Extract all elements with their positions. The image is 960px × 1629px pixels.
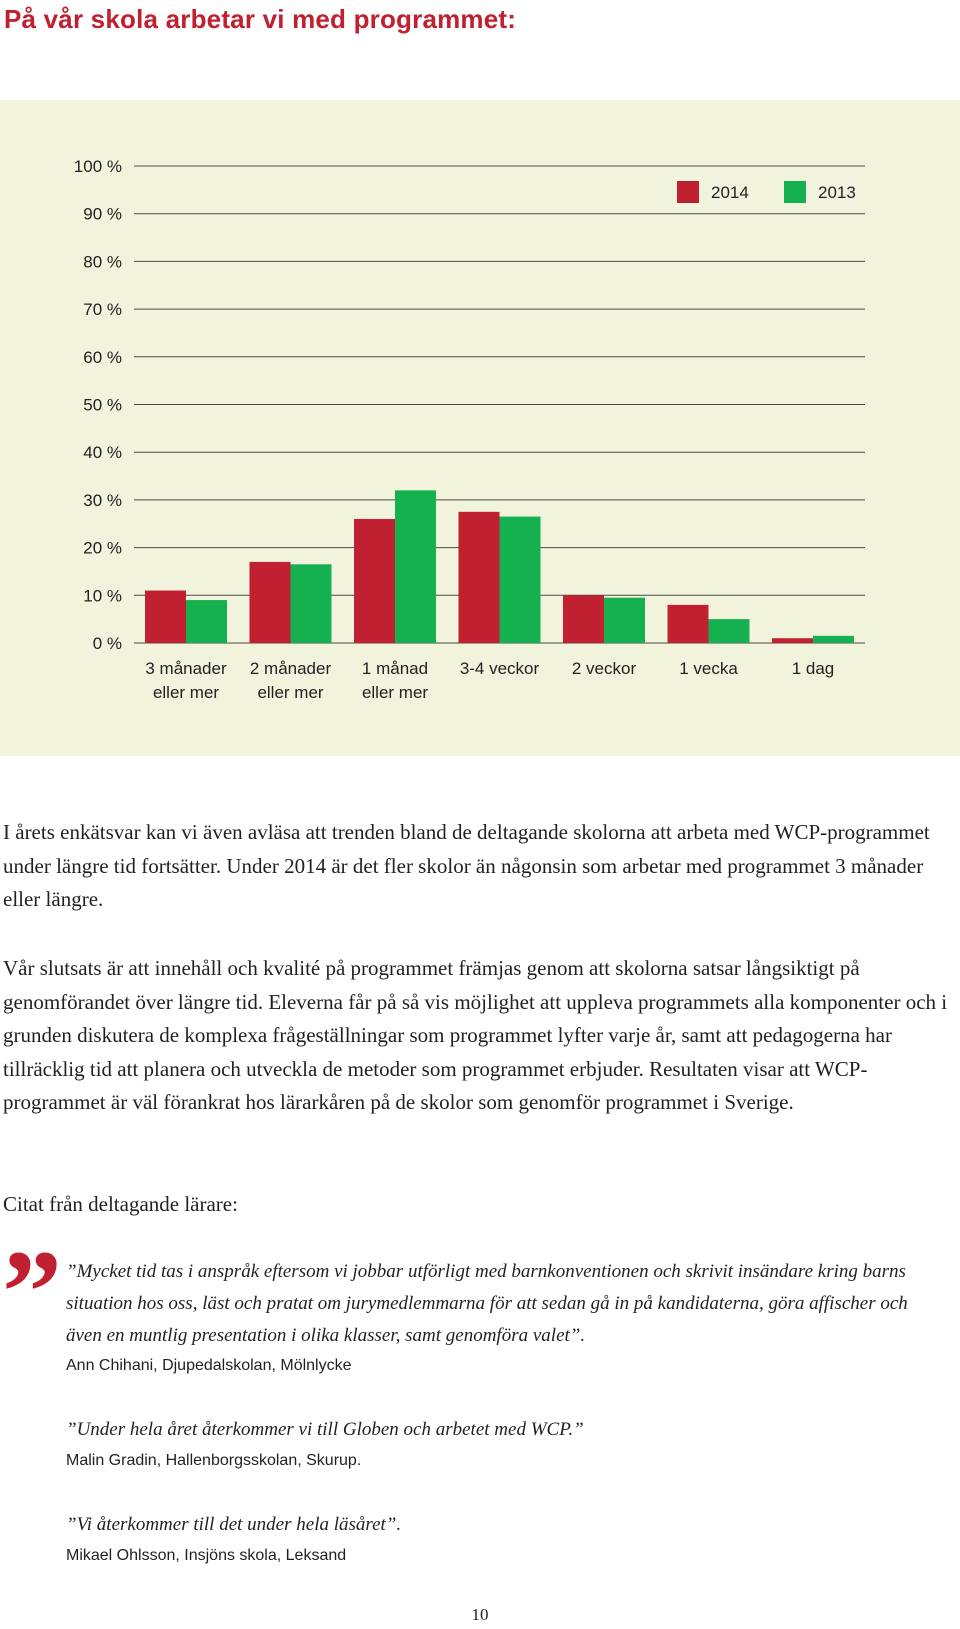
chart-panel [0, 100, 960, 756]
bar-chart [0, 100, 960, 756]
x-tick-label: eller mer [361, 683, 429, 702]
quote-text: ”Under hela året återkommer vi till Globen och arbetet med WCP.” [66, 1419, 584, 1440]
y-tick-label: 60 % [83, 347, 122, 367]
y-tick-label: 70 % [83, 300, 122, 320]
quote-author: Mikael Ohlsson, Insjöns skola, Leksand [66, 1547, 347, 1564]
quote-author: Ann Chihani, Djupedalskolan, Mölnlycke [66, 1357, 352, 1374]
y-tick-label: 100 % [73, 157, 122, 176]
x-tick-label: 2 månader [249, 659, 332, 678]
paragraph-trend: I årets enkätsvar kan vi även avläsa att trenden bland de deltagande skolorna att arbeta med WCP-programmet under längre tid fortsätter. Under 2014 är det fler skolor än någonsin som arbetar med programmet 3 månader eller längre. [3, 820, 930, 911]
bar-2014 [459, 512, 500, 643]
legend-label: 2014 [711, 183, 749, 202]
bar-2013 [395, 490, 436, 643]
y-tick-label: 90 % [83, 204, 122, 224]
quote-text: ”Mycket tid tas i anspråk eftersom vi jobbar utförligt med barnkonventionen och skrivit insändare kring barns situation hos oss, läst och pratat om jurymedlemmarna för att sedan gå in på kandidaterna, göra affischer och även en muntlig presentation i olika klasser, samt genomföra valet”. [66, 1261, 908, 1346]
bar-2014 [250, 562, 291, 643]
y-tick-label: 0 % [92, 634, 122, 653]
bar-2013 [291, 564, 332, 643]
y-tick-label: 80 % [83, 252, 122, 272]
bar-2014 [772, 638, 813, 643]
quote-text: ”Vi återkommer till det under hela läsåret”. [66, 1514, 402, 1535]
bar-2013 [186, 600, 227, 643]
bar-2013 [500, 517, 541, 643]
y-tick-label: 30 % [83, 490, 122, 510]
x-tick-label: 1 dag [791, 659, 835, 678]
quotes-heading: Citat från deltagande lärare: [3, 1192, 238, 1216]
bar-2014 [145, 591, 186, 643]
x-tick-label: eller mer [152, 683, 220, 702]
quote-mark-icon: ” [2, 1225, 62, 1358]
page-title: På vår skola arbetar vi med programmet: [4, 4, 517, 34]
x-tick-label: eller mer [257, 683, 324, 702]
legend-label: 2013 [818, 183, 856, 202]
x-tick-label: 3 månader [145, 659, 227, 678]
y-tick-label: 20 % [83, 538, 122, 558]
legend-swatch-2013 [784, 181, 806, 203]
paragraph-conclusion: Vår slutsats är att innehåll och kvalité på programmet främjas genom att skolorna satsar långsiktigt på genomförandet över längre tid. Eleverna får på så vis möjlighet att uppleva programmets alla komponenter och i grunden diskutera de komplexa frågeställningar som programmet lyfter varje år, samt att pedagogerna har tillräcklig tid att planera och utveckla de metoder som programmet erbjuder. Resultaten visar att WCP-programmet är väl förankrat hos lärarkåren på de skolor som genomför programmet i Sverige. [3, 956, 948, 1114]
x-tick-label: 1 månad [361, 659, 429, 678]
bar-2013 [709, 619, 750, 643]
bar-2014 [563, 595, 604, 643]
bar-2013 [604, 598, 645, 643]
x-tick-label: 1 vecka [679, 659, 738, 678]
bar-2013 [813, 636, 854, 643]
x-tick-label: 3-4 veckor [459, 659, 540, 678]
quote-author: Malin Gradin, Hallenborgsskolan, Skurup. [66, 1452, 362, 1469]
bar-2014 [668, 605, 709, 643]
y-tick-label: 50 % [83, 395, 122, 415]
legend-swatch-2014 [677, 181, 699, 203]
x-tick-label: 2 veckor [571, 659, 637, 678]
y-tick-label: 40 % [83, 443, 122, 463]
page-number: 10 [471, 1605, 489, 1624]
y-tick-label: 10 % [83, 586, 122, 606]
bar-2014 [354, 519, 395, 643]
